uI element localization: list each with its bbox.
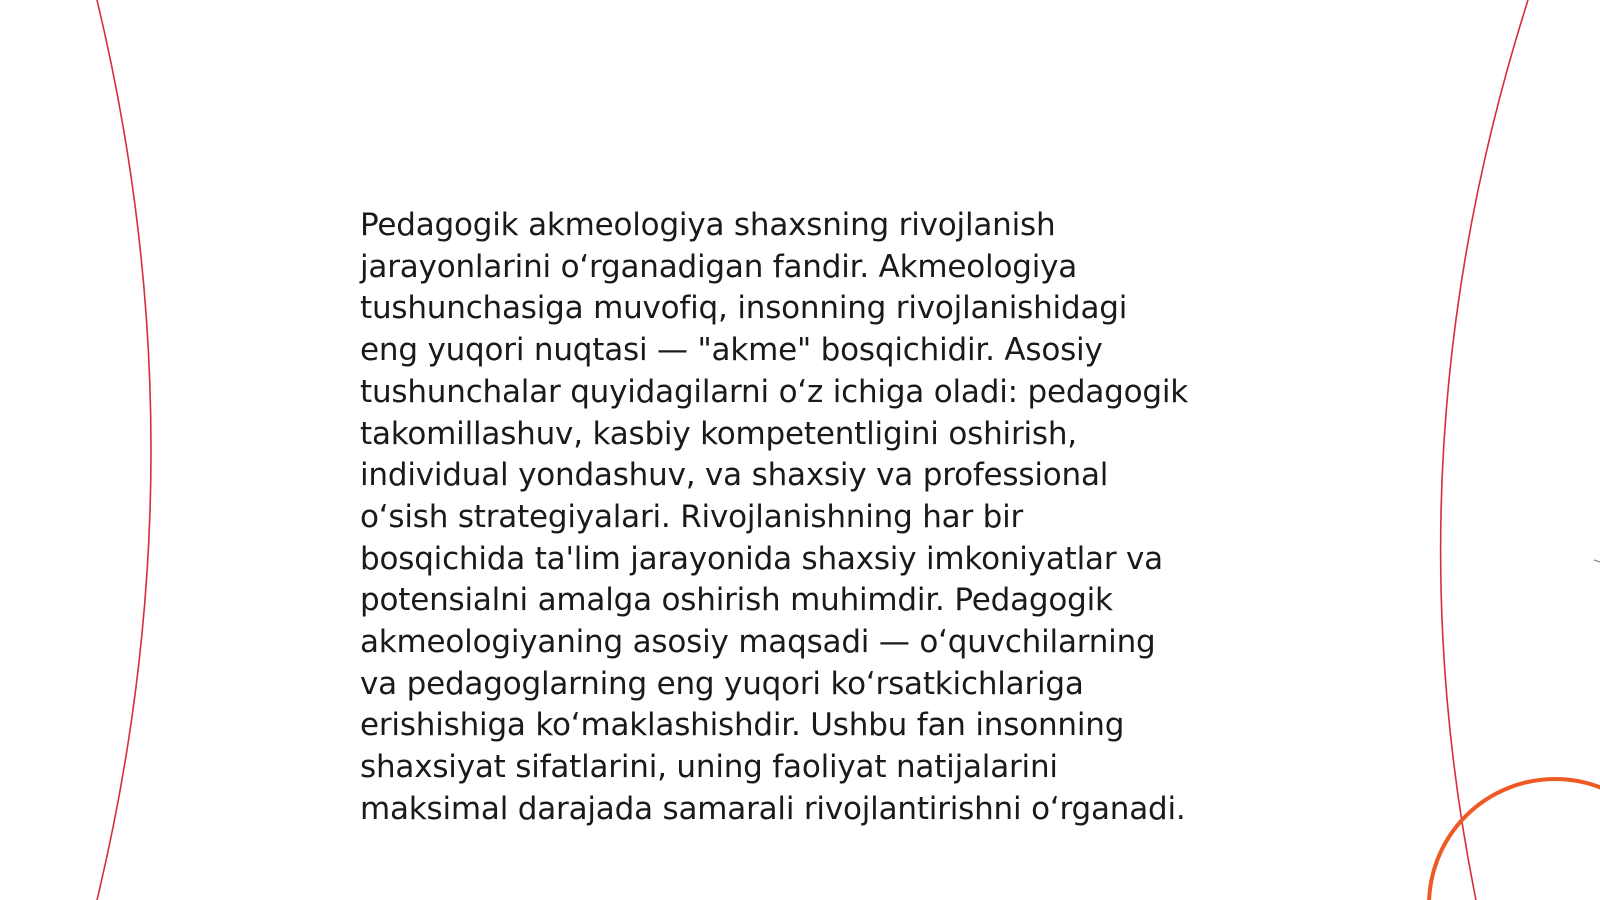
paragraph-body [360, 205, 1240, 831]
right-decorative-curve [1441, 0, 1528, 900]
paragraph-line: tushunchasiga muvofiq, insonning rivojlanishidagi [360, 290, 1128, 327]
paragraph-line: bosqichida ta'lim jarayonida shaxsiy imkoniyatlar va [360, 540, 1163, 577]
paragraph-line: tushunchalar quyidagilarni o‘z ichiga oladi: pedagogik [360, 373, 1189, 410]
paragraph-line: o‘sish strategiyalari. Rivojlanishning har bir [360, 498, 1024, 535]
paragraph-line: maksimal darajada samarali rivojlantirishni o‘rganadi. [360, 790, 1186, 827]
right-tick-mark [1594, 560, 1600, 562]
paragraph-line: individual yondashuv, va shaxsiy va professional [360, 457, 1109, 494]
paragraph-line: potensialni amalga oshirish muhimdir. Pedagogik [360, 582, 1113, 619]
left-decorative-curve [97, 0, 151, 900]
paragraph-line: takomillashuv, kasbiy kompetentligini oshirish, [360, 415, 1077, 452]
paragraph-line: erishishiga ko‘maklashishdir. Ushbu fan insonning [360, 707, 1125, 744]
paragraph-line: akmeologiyaning asosiy maqsadi — o‘quvchilarning [360, 624, 1156, 661]
paragraph-line: jarayonlarini o‘rganadigan fandir. Akmeologiya [360, 248, 1078, 285]
paragraph-line: Pedagogik akmeologiya shaxsning rivojlanish [360, 207, 1056, 243]
orange-ring-accent [1429, 779, 1600, 900]
paragraph-line: eng yuqori nuqtasi — "akme" bosqichidir. Asosiy [360, 332, 1103, 369]
paragraph-line: va pedagoglarning eng yuqori ko‘rsatkichlariga [360, 665, 1084, 702]
paragraph-line: shaxsiyat sifatlarini, uning faoliyat natijalarini [360, 749, 1058, 786]
